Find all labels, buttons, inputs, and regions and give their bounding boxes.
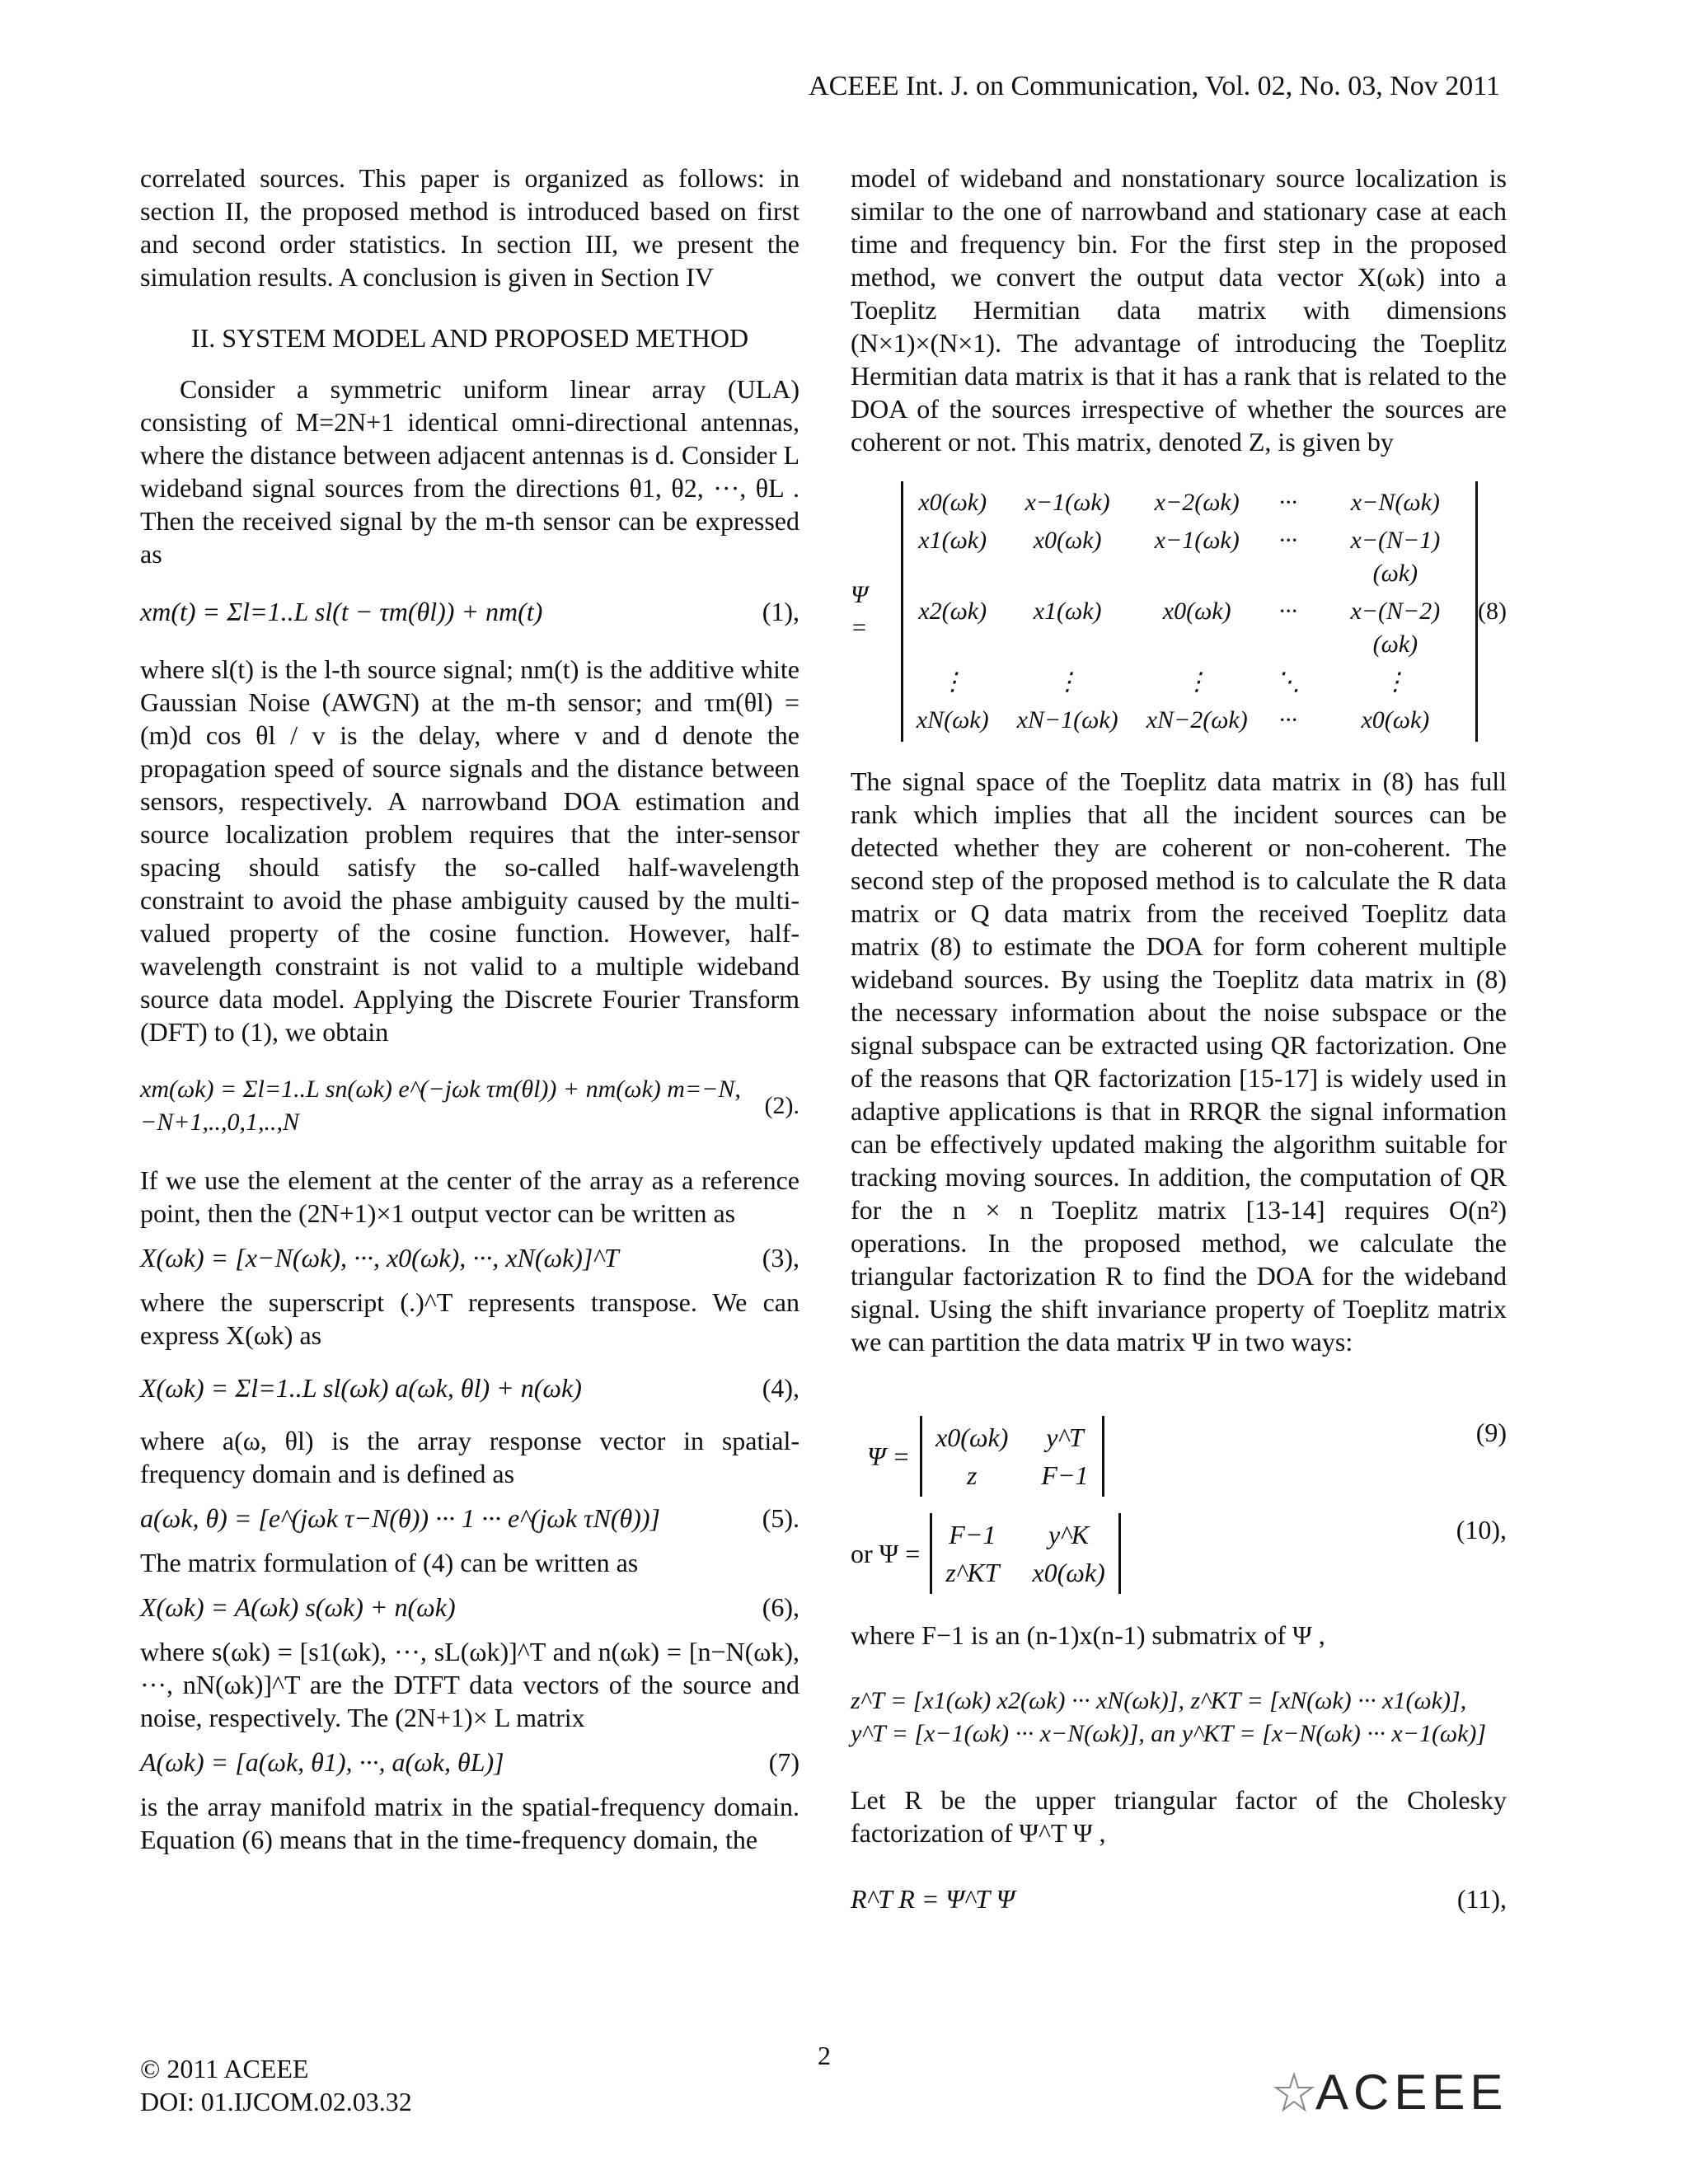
equation-6 — [140, 1591, 799, 1624]
matrix-cell: x−(N−2)(ωk) — [1350, 598, 1441, 658]
partition-matrix — [930, 1513, 1120, 1594]
equation-body: a(ωk, θ) = [e^(jωk τ−N(θ)) ··· 1 ··· e^(jωk τN(θ))] — [140, 1503, 660, 1533]
matrix-cell: y^T — [1046, 1422, 1084, 1452]
equation-body: z^T = [x1(ωk) x2(ωk) ··· xN(ωk)], z^KT = [xN(ωk) ··· x1(ωk)], — [851, 1687, 1467, 1714]
matrix-cell: ⋮ — [1382, 668, 1408, 696]
equation-body: X(ωk) = [x−N(ωk), ···, x0(ωk), ···, xN(ωk)]^T — [140, 1243, 619, 1272]
doi: DOI: 01.IJCOM.02.03.32 — [140, 2087, 412, 2116]
matrix-cell: F−1 — [1041, 1460, 1089, 1490]
equation-number: (7) — [768, 1747, 799, 1777]
matrix-cell: z — [967, 1460, 978, 1490]
matrix-cell: x0(ωk) — [1033, 527, 1102, 554]
footer-info — [140, 2052, 412, 2118]
matrix-lhs: or Ψ = — [851, 1539, 921, 1568]
paragraph: where the superscript (.)^T represents transpose. We can express X(ωk) as — [140, 1287, 799, 1350]
matrix-cell: x0(ωk) — [1162, 598, 1231, 625]
equation-number: (5). — [762, 1503, 799, 1533]
partition-matrix — [920, 1416, 1104, 1497]
equation-number: (10), — [1456, 1515, 1507, 1544]
paragraph: where a(ω, θl) is the array response vector in spatial-frequency domain and is defined as — [140, 1426, 799, 1488]
paragraph: If we use the element at the center of the array as a reference point, then the (2N+1)×1 output vector can be written as — [140, 1165, 799, 1228]
matrix-cell: y^K — [1048, 1520, 1090, 1549]
equation-body: R^T R = Ψ^T Ψ — [851, 1884, 1015, 1914]
equation-number: (3), — [762, 1243, 799, 1272]
paragraph: Let R be the upper triangular factor of the Cholesky factorization of Ψ^T Ψ , — [851, 1785, 1507, 1848]
toeplitz-matrix — [901, 481, 1478, 742]
equation-number: (9) — [1475, 1418, 1507, 1447]
paragraph: where sl(t) is the l-th source signal; nm(t) is the additive white Gaussian Noise (AWGN) at the m-th sensor; and τm(θl) = (m)d cos θl / v is the delay, where v and d denote the propagation speed of source signals and the distance between sensors, respectively. A narrowband DOA estimation and source localization problem requires that the inter-sensor spacing should satisfy the so-called half-wavelength constraint to avoid the phase ambiguity caused by the multi-valued property of the cosine function. However, half-wavelength constraint is not valid to a multiple wideband source data model. Applying the Discrete Fourier Transform (DFT) to (1), we obtain — [140, 654, 799, 1047]
paragraph: model of wideband and nonstationary source localization is similar to the one of narrowband and stationary case at each time and frequency bin. For the first step in the proposed method, we convert the output data vector X(ωk) into a Toeplitz Hermitian data matrix with dimensions (N×1)×(N×1). The advantage of introducing the Toeplitz Hermitian data matrix is that it has a rank that is related to the DOA of the sources irrespective of whether the sources are coherent or not. This matrix, denoted Z, is given by — [851, 163, 1507, 457]
matrix-cell: x−1(ωk) — [1025, 489, 1110, 516]
matrix-cell: x1(ωk) — [918, 527, 987, 554]
matrix-cell: x−(N−1)(ωk) — [1350, 527, 1441, 587]
equation-number: (6), — [762, 1592, 799, 1622]
paragraph: The signal space of the Toeplitz data matrix in (8) has full rank which implies that all the incident sources can be detected whether they are coherent or non-coherent. The second step of the proposed method is to calculate the R data matrix or Q data matrix from the received Toeplitz data matrix (8) to estimate the DOA for form coherent multiple wideband sources. By using the Toeplitz data matrix in (8) the necessary information about the noise subspace or the signal subspace can be extracted using QR factorization. One of the reasons that QR factorization [15-17] is widely used in adaptive applications is that in RRQR the signal information can be effectively updated making the algorithm suitable for tracking moving sources. In addition, the computation of QR for the n × n Toeplitz matrix [13-14] requires O(n²) operations. In the proposed method, we calculate the triangular factorization R to find the DOA for the wideband signal. Using the shift invariance property of Toeplitz matrix we can partition the data matrix Ψ in two ways: — [851, 766, 1507, 1357]
matrix-cell: x−1(ωk) — [1154, 527, 1240, 554]
right-column — [851, 162, 1507, 1927]
equation-1 — [140, 595, 799, 628]
equation-number: (1), — [762, 597, 799, 626]
paragraph: correlated sources. This paper is organized as follows: in section II, the proposed method is introduced based on first and second order statistics. In section III, we present the simulation results. A conclusion is given in Section IV — [140, 163, 799, 292]
equation-number: (2). — [764, 1092, 799, 1119]
equation-11 — [851, 1882, 1507, 1915]
matrix-cell: x0(ωk) — [918, 489, 987, 516]
equation-2 — [140, 1073, 799, 1139]
matrix-cell: xN−1(ωk) — [1016, 706, 1118, 733]
matrix-cell: F−1 — [949, 1520, 996, 1549]
section-title: II. SYSTEM MODEL AND PROPOSED METHOD — [190, 323, 749, 353]
matrix-cell: x−2(ωk) — [1154, 489, 1240, 516]
paragraph: Consider a symmetric uniform linear array (ULA) consisting of M=2N+1 identical omni-directional antennas, where the distance between adjacent antennas is d. Consider L wideband signal sources from the directions θ1, θ2, ···, θL . Then the received signal by the m-th sensor can be expressed as — [140, 374, 799, 569]
equation-body: A(ωk) = [a(ωk, θ1), ···, a(ωk, θL)] — [140, 1747, 504, 1777]
matrix-cell: ⋮ — [940, 668, 965, 696]
equation-body: X(ωk) = Σl=1..L sl(ωk) a(ωk, θl) + n(ωk) — [140, 1373, 582, 1403]
equation-z — [851, 1685, 1507, 1718]
equation-body: xm(ωk) = Σl=1..L sn(ωk) e^(−jωk τm(θl)) + nm(ωk) m=−N,−N+1,..,0,1,..,N — [140, 1076, 741, 1136]
matrix-cell: x0(ωk) — [1361, 706, 1430, 733]
equation-8 — [851, 481, 1507, 742]
equation-body: xm(t) = Σl=1..L sl(t − τm(θl)) + nm(t) — [140, 597, 543, 626]
paragraph: where F−1 is an (n-1)x(n-1) submatrix of Ψ , — [851, 1620, 1325, 1650]
equation-body: y^T = [x−1(ωk) ··· x−N(ωk)], an y^KT = [x−N(ωk) ··· x−1(ωk)] — [851, 1720, 1487, 1747]
matrix-lhs: Ψ = — [851, 581, 869, 641]
matrix-cell: x1(ωk) — [1033, 598, 1102, 625]
matrix-cell: xN−2(ωk) — [1146, 706, 1248, 733]
matrix-cell: xN(ωk) — [916, 706, 989, 733]
matrix-cell: ⋱ — [1275, 668, 1301, 696]
equation-9 — [851, 1416, 1507, 1497]
equation-4 — [140, 1371, 799, 1404]
paragraph: where s(ωk) = [s1(ωk), ···, sL(ωk)]^T and n(ωk) = [n−N(ωk), ···, nN(ωk)]^T are the DTFT data vectors of the source and noise, respectively. The (2N+1)× L matrix — [140, 1637, 799, 1732]
matrix-cell: x−N(ωk) — [1350, 489, 1440, 516]
matrix-cell: x0(ωk) — [935, 1422, 1009, 1452]
logo-wordmark: ACEEE — [1315, 2064, 1508, 2120]
paragraph: The matrix formulation of (4) can be written as — [140, 1548, 639, 1577]
matrix-cell: ··· — [1278, 598, 1297, 625]
matrix-cell: x2(ωk) — [918, 598, 987, 625]
aceee-logo — [1273, 2064, 1507, 2121]
matrix-cell: ··· — [1278, 706, 1297, 733]
equation-y — [851, 1718, 1507, 1750]
copyright: © 2011 ACEEE — [140, 2054, 309, 2083]
equation-5 — [140, 1502, 799, 1535]
left-column — [140, 162, 799, 1856]
equation-number: (4), — [762, 1373, 799, 1403]
equation-7 — [140, 1746, 799, 1779]
equation-number: (11), — [1456, 1884, 1507, 1914]
equation-number: (8) — [1478, 598, 1507, 625]
matrix-cell: ··· — [1278, 527, 1297, 554]
paragraph: is the array manifold matrix in the spatial-frequency domain. Equation (6) means that in the time-frequency domain, the — [140, 1792, 799, 1854]
page-number: 2 — [818, 2041, 831, 2070]
journal-header: ACEEE Int. J. on Communication, Vol. 02, No. 03, Nov 2011 — [809, 71, 1500, 101]
matrix-cell: ··· — [1278, 489, 1297, 516]
equation-10 — [851, 1513, 1507, 1594]
matrix-cell: z^KT — [945, 1558, 1000, 1587]
matrix-cell: ⋮ — [1184, 668, 1210, 696]
matrix-cell: ⋮ — [1055, 668, 1081, 696]
equation-3 — [140, 1241, 799, 1274]
matrix-lhs: Ψ = — [867, 1441, 911, 1471]
equation-body: X(ωk) = A(ωk) s(ωk) + n(ωk) — [140, 1592, 456, 1622]
star-logo-icon — [1273, 2071, 1315, 2114]
matrix-cell: x0(ωk) — [1032, 1558, 1105, 1587]
